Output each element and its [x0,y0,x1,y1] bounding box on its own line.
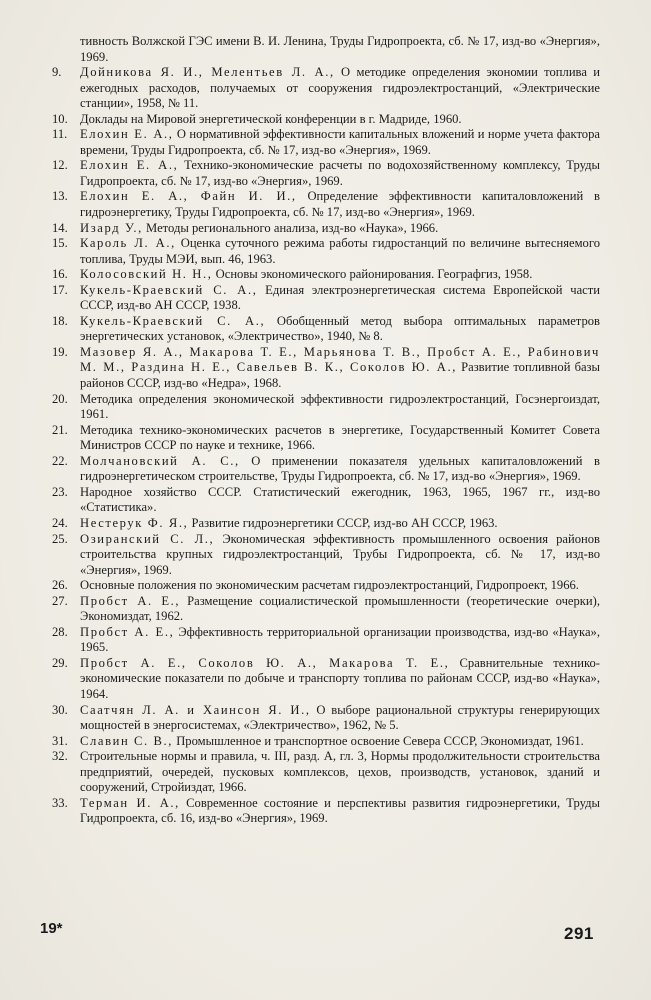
reference-number: 18. [52,313,68,328]
reference-number: 19. [52,344,68,359]
reference-entry [48,656,600,703]
reference-number: 29. [52,655,68,670]
reference-author: Славин С. В., [80,733,174,748]
reference-author: Кароль Л. А., [80,236,176,251]
reference-author: Пробст А. Е., Соколов Ю. А., Макарова Т. Е., [80,655,450,670]
reference-number: 11. [52,127,68,142]
reference-entry [48,594,600,625]
reference-text: Определение эффективности капиталовложений в гидроэнергетику, Труды Гидропроекта, сб. № 17, изд-во «Энергия», 1969. [80,189,600,220]
reference-text: Промышленное и транспортное освоение Севера СССР, Экономиздат, 1961. [173,733,584,748]
reference-text: Технико-экономические расчеты по водохозяйственному комплексу, Труды Гидропроекта, сб. № 17, изд-во «Энергия», 1969. [80,158,600,188]
reference-text: Оценка суточного режима работы гидростанций по величине вытесняемого топлива, Труды МЭИ, вып. 46, 1963. [80,236,600,266]
reference-author: Изард У., [80,220,143,235]
reference-entry [48,532,600,579]
reference-text: Доклады на Мировой энергетической конференции в г. Мадриде, 1960. [80,111,462,126]
reference-number: 25. [52,531,68,546]
reference-author: Елохин Е. А., [80,127,174,142]
reference-number: 31. [52,733,68,748]
reference-text: Единая электроэнергетическая система Европейской части СССР, изд-во АН СССР, 1938. [80,282,600,313]
reference-entry [48,578,600,594]
reference-number: 21. [52,422,68,437]
reference-entry [48,127,600,158]
reference-entry [48,454,600,485]
reference-author: Колосовский Н. Н., [80,267,213,282]
reference-number: 9. [52,65,62,80]
reference-entry [48,796,600,827]
reference-entry [48,749,600,796]
reference-author: Елохин Е. А., [80,158,179,173]
reference-entry [48,189,600,220]
reference-entry [48,112,600,128]
reference-list [48,34,600,827]
reference-author: Дойникова Я. И., Мелентьев Л. А., [80,65,335,80]
reference-number: 32. [52,749,68,764]
page-number: 291 [564,924,594,943]
reference-author: Пробст А. Е., [80,624,175,639]
reference-text: Развитие топливной базы районов СССР, изд-во «Недра», 1968. [80,360,600,391]
reference-author: Молчановский А. С., [80,453,240,468]
reference-entry [48,283,600,314]
reference-number: 16. [52,267,68,282]
reference-number: 22. [52,453,68,468]
reference-author: Саатчян Л. А. и Хаинсон Я. И., [80,702,311,717]
reference-text: Методы регионального анализа, изд-во «Наука», 1966. [142,220,439,235]
reference-entry [48,625,600,656]
reference-number: 30. [52,702,68,717]
reference-number: 26. [52,578,68,593]
reference-text: Методика технико-экономических расчетов в энергетике, Государственный Комитет Совета Министров СССР по науке и технике, 1966. [80,422,600,453]
reference-text: О выборе рациональной структуры генерирующих мощностей в энергосистемах, «Электричество», 1962, № 5. [80,702,600,733]
reference-entry [48,423,600,454]
sheet-signature: 19* [40,920,63,937]
reference-entry [48,65,600,112]
reference-author: Озиранский С. Л., [80,531,215,546]
reference-number: 13. [52,189,68,204]
reference-entry [48,267,600,283]
reference-number: 24. [52,515,68,530]
reference-text: Современное состояние и перспективы развития гидроэнергетики, Труды Гидропроекта, сб. 16, изд-во «Энергия», 1969. [80,795,601,826]
reference-number: 15. [52,236,68,251]
reference-entry [48,485,600,516]
reference-text: О нормативной эффективности капитальных вложений и норме учета фактора времени, Труды Гидропроекта, сб. № 17, изд-во «Энергия», 1969. [80,127,600,157]
reference-text: Сравнительные технико-экономические показатели по добыче и транспорту топлива по районам СССР, изд-во «Наука», 1964. [80,655,600,701]
reference-text: О методике определения экономии топлива и ежегодных расходов, получаемых от сооружения гидроэлектростанций, «Электрические станции», 1958, № 11. [80,65,600,111]
reference-number: 10. [52,111,68,126]
reference-text: Обобщенный метод выбора оптимальных параметров энергетических установок, «Электричество», 1940, № 8. [80,313,601,344]
reference-author: Елохин Е. А., Файн И. И., [80,189,297,204]
reference-text: тивность Волжской ГЭС имени В. И. Ленина, Труды Гидропроекта, сб. № 17, изд-во «Энергия», 1969. [80,34,600,64]
reference-author: Нестерук Ф. Я., [80,515,189,530]
reference-text: Народное хозяйство СССР. Статистический ежегодник, 1963, 1965, 1967 гг., изд-во «Статистика». [80,484,600,515]
reference-text: Размещение социалистической промышленности (теоретические очерки), Экономиздат, 1962. [80,593,600,624]
reference-number: 28. [52,624,68,639]
reference-entry [48,345,600,392]
reference-text: Экономическая эффективность промышленного освоения районов строительства крупных гидроэлектростанций, Трубы Гидропроекта, сб. № 17, изд-во «Энергия», 1969. [80,531,600,577]
reference-text: Основные положения по экономическим расчетам гидроэлектростанций, Гидропроект, 1966. [80,578,579,593]
reference-entry [48,392,600,423]
reference-number: 27. [52,593,68,608]
reference-text: Строительные нормы и правила, ч. III, разд. А, гл. 3, Нормы продолжительности строительства предприятий, очередей, пусковых комплексов, цехов, производств, установок, зданий и сооружений, Стройиздат, 1966. [80,749,600,795]
reference-text: О применении показателя удельных капиталовложений в гидроэнергетическом строительстве, Труды Гидропроекта, сб. № 17, изд-во «Энергия», 1969. [80,453,600,484]
reference-entry [48,703,600,734]
reference-entry [48,158,600,189]
reference-number: 14. [52,220,68,235]
reference-entry [48,34,600,65]
reference-author: Мазовер Я. А., Макарова Т. Е., Марьянова Т. В., Пробст А. Е., Рабинович М. М., Раздина Н. Е., Савельев В. К., Соколов Ю. А., [80,344,600,375]
reference-number: 17. [52,282,68,297]
reference-author: Терман И. А., [80,795,180,810]
reference-number: 20. [52,391,68,406]
reference-text: Развитие гидроэнергетики СССР, изд-во АН СССР, 1963. [188,515,498,530]
reference-entry [48,516,600,532]
reference-entry [48,221,600,237]
reference-author: Пробст А. Е., [80,593,181,608]
reference-entry [48,314,600,345]
reference-text: Основы экономического районирования. Географгиз, 1958. [212,267,533,282]
reference-text: Эффективность территориальной организации производства, изд-во «Наука», 1965. [80,624,600,655]
reference-entry [48,236,600,267]
reference-number: 33. [52,795,68,810]
reference-number: 12. [52,158,68,173]
reference-text: Методика определения экономической эффективности гидроэлектростанций, Госэнергоиздат, 1961. [80,391,600,422]
reference-entry [48,734,600,750]
reference-author: Кукель-Краевский С. А., [80,282,258,297]
reference-author: Кукель-Краевский С. А., [80,313,266,328]
reference-number: 23. [52,484,68,499]
